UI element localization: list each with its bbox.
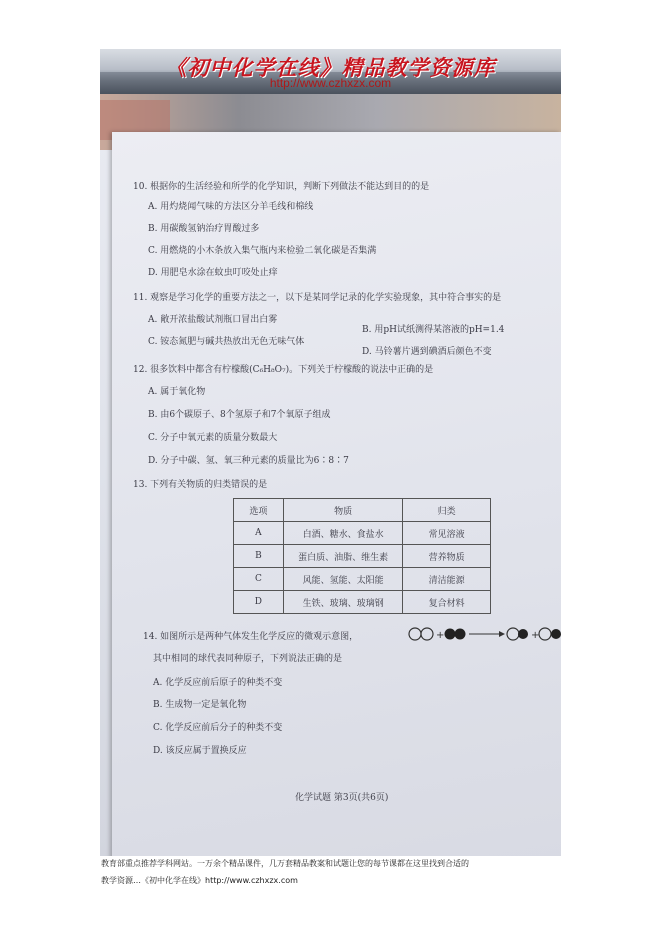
q14-option-b: B. 生成物一定是氧化物 bbox=[153, 700, 247, 710]
q14-option-a: A. 化学反应前后原子的种类不变 bbox=[153, 678, 283, 688]
banner-title: 《初中化学在线》精品教学资源库 bbox=[165, 55, 496, 80]
table-row bbox=[234, 522, 491, 545]
banner-url[interactable]: http://www.czhxzx.com bbox=[269, 76, 392, 90]
table-cell: 风能、氢能、太阳能 bbox=[283, 568, 403, 591]
q13-table bbox=[233, 498, 491, 614]
q14-option-c: C. 化学反应前后分子的种类不变 bbox=[153, 723, 283, 733]
q10-stem: 10. 根据你的生活经验和所学的化学知识，判断下列做法不能达到目的的是 bbox=[133, 182, 430, 192]
bottom-promo-line2[interactable]: 教学资源…《初中化学在线》http://www.czhxzx.com bbox=[101, 876, 298, 885]
q10-option-c: C. 用燃烧的小木条放入集气瓶内来检验二氧化碳是否集满 bbox=[148, 246, 377, 256]
table-cell: 营养物质 bbox=[403, 545, 491, 568]
q12-stem: 12. 很多饮料中都含有柠檬酸(C₆H₈O₇)。下列关于柠檬酸的说法中正确的是 bbox=[133, 365, 434, 375]
table-cell: C bbox=[234, 568, 284, 591]
table-cell: 清洁能源 bbox=[403, 568, 491, 591]
table-cell: A bbox=[234, 522, 284, 545]
reaction-diagram bbox=[407, 626, 561, 642]
table-cell: 常见溶液 bbox=[403, 522, 491, 545]
q11-stem: 11. 观察是学习化学的重要方法之一，以下是某同学记录的化学实验现象，其中符合事实的是 bbox=[133, 293, 502, 303]
q11-option-d: D. 马铃薯片遇到碘酒后颜色不变 bbox=[362, 347, 492, 357]
q11-option-b: B. 用pH试纸测得某溶液的pH=1.4 bbox=[362, 325, 505, 335]
table-cell: 蛋白质、油脂、维生素 bbox=[283, 545, 403, 568]
q12-option-d: D. 分子中碳、氢、氧三种元素的质量比为6∶8∶7 bbox=[148, 456, 349, 466]
svg-text:+: + bbox=[436, 630, 445, 641]
table-row bbox=[234, 545, 491, 568]
table-cell: 生铁、玻璃、玻璃钢 bbox=[283, 591, 403, 614]
q14-stem-line2: 其中相同的球代表同种原子，下列说法正确的是 bbox=[153, 654, 343, 664]
svg-text:+: + bbox=[531, 630, 540, 641]
q12-option-a: A. 属于氧化物 bbox=[148, 387, 206, 397]
page-footer: 化学试题 第3页(共6页) bbox=[295, 793, 389, 803]
table-header-cell: 选项 bbox=[234, 499, 284, 522]
q11-option-c: C. 铵态氮肥与碱共热放出无色无味气体 bbox=[148, 337, 305, 347]
q14-option-d: D. 该反应属于置换反应 bbox=[153, 746, 247, 756]
table-cell: D bbox=[234, 591, 284, 614]
table-header-cell: 物质 bbox=[283, 499, 403, 522]
q12-option-b: B. 由6个碳原子、8个氢原子和7个氧原子组成 bbox=[148, 410, 331, 420]
table-cell: 白酒、糖水、食盐水 bbox=[283, 522, 403, 545]
table-row bbox=[234, 591, 491, 614]
table-cell: 复合材料 bbox=[403, 591, 491, 614]
site-banner bbox=[100, 49, 561, 94]
q10-option-b: B. 用碳酸氢钠治疗胃酸过多 bbox=[148, 224, 260, 234]
q10-option-a: A. 用灼烧闻气味的方法区分羊毛线和棉线 bbox=[148, 202, 314, 212]
q12-option-c: C. 分子中氧元素的质量分数最大 bbox=[148, 433, 278, 443]
q14-stem-line1: 14. 如图所示是两种气体发生化学反应的微观示意图， bbox=[143, 632, 359, 642]
q11-option-a: A. 敞开浓盐酸试剂瓶口冒出白雾 bbox=[148, 315, 278, 325]
q13-stem: 13. 下列有关物质的归类错误的是 bbox=[133, 480, 268, 490]
bottom-promo-line1: 教育部重点推荐学科网站。一万余个精品课件，几万套精品教案和试题让您的每节课都在这里找到合适的 bbox=[101, 859, 469, 868]
q10-option-d: D. 用肥皂水涂在蚊虫叮咬处止痒 bbox=[148, 268, 278, 278]
table-row bbox=[234, 568, 491, 591]
table-cell: B bbox=[234, 545, 284, 568]
table-header-cell: 归类 bbox=[403, 499, 491, 522]
table-header-row bbox=[234, 499, 491, 522]
